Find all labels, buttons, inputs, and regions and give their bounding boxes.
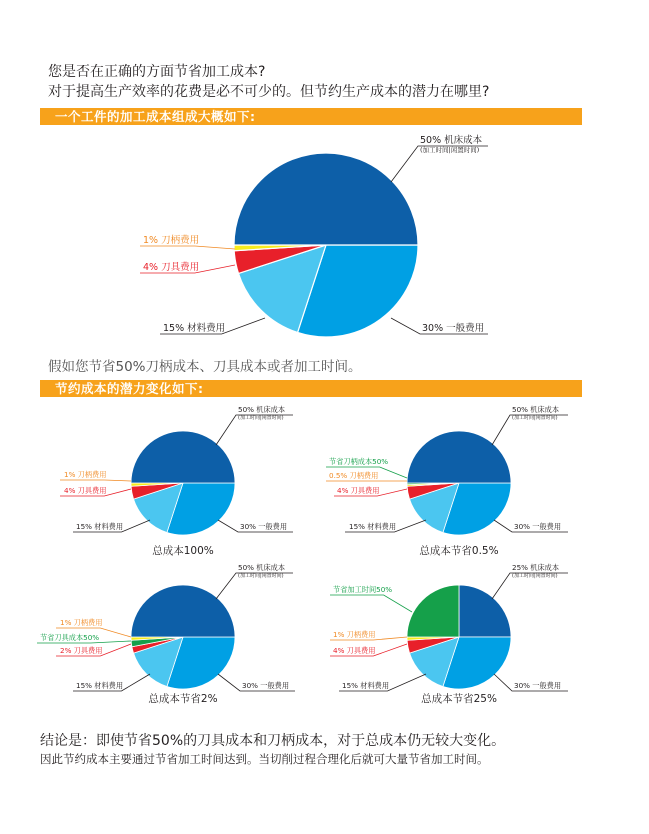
charts-layer xyxy=(37,134,568,705)
leader-line xyxy=(330,595,412,612)
pie-chart-0 xyxy=(140,134,488,337)
section-band-1-title: 一个工件的加工成本组成大概如下: xyxy=(55,109,256,124)
slice-label-machine: 50% 机床成本 xyxy=(512,405,560,414)
pie-caption: 总成本节省0.5% xyxy=(419,545,499,557)
pie-chart-1 xyxy=(60,405,293,557)
slice-label-holder: 1% 刀柄费用 xyxy=(64,470,107,479)
slice-label-tool: 4% 刀具费用 xyxy=(64,486,107,495)
slice-label-material: 15% 材料费用 xyxy=(76,681,124,690)
slice-label-machine: 50% 机床成本 xyxy=(420,135,483,146)
pie-slice-machine xyxy=(131,431,235,483)
slice-sublabel: (加工时间|闲置时间) xyxy=(238,414,284,421)
slice-label-tool: 4% 刀具费用 xyxy=(337,486,380,495)
slice-label-tool: 4% 刀具费用 xyxy=(143,262,200,273)
conclusion-line-2: 因此节约成本主要通过节省加工时间达到。当切削过程合理化后就可大量节省加工时间。 xyxy=(40,752,489,766)
slice-sublabel: (加工时间|闲置时间) xyxy=(512,414,558,421)
slice-label-tool: 2% 刀具费用 xyxy=(60,646,103,655)
slice-label-material: 15% 材料费用 xyxy=(76,522,124,531)
slice-label-holder: 1% 刀柄费用 xyxy=(60,618,103,627)
pie-chart-2 xyxy=(326,405,568,557)
slice-label-general: 30% 一般费用 xyxy=(422,323,485,334)
slice-label-holder: 1% 刀柄费用 xyxy=(143,235,200,246)
section-band-2 xyxy=(40,380,582,397)
slice-label-general: 30% 一般费用 xyxy=(514,522,562,531)
pie-caption: 总成本节省2% xyxy=(148,693,218,705)
slice-label-material: 15% 材料费用 xyxy=(342,681,390,690)
pie-slice-saved xyxy=(407,585,459,637)
intro-line-1: 您是否在正确的方面节省加工成本? xyxy=(48,64,266,80)
pie-slice-machine xyxy=(131,585,235,637)
slice-label-material: 15% 材料费用 xyxy=(163,323,226,334)
slice-label-general: 30% 一般费用 xyxy=(242,681,290,690)
intro-line-2: 对于提高生产效率的花费是必不可少的。但节约生产成本的潜力在哪里? xyxy=(48,84,490,100)
leader-line xyxy=(60,480,131,481)
pie-chart-4 xyxy=(330,563,568,705)
assumption-text: 假如您节省50%刀柄成本、刀具成本或者加工时间。 xyxy=(48,359,362,375)
leader-line xyxy=(140,246,235,249)
slice-label-holder: 0.5% 刀柄费用 xyxy=(329,471,379,480)
section-band-2-title: 节约成本的潜力变化如下: xyxy=(55,381,204,396)
pie-caption: 总成本节省25% xyxy=(421,693,497,705)
slice-label-tool: 4% 刀具费用 xyxy=(333,646,376,655)
slice-label-general: 30% 一般费用 xyxy=(240,522,288,531)
pie-caption: 总成本100% xyxy=(152,545,214,557)
slice-label-general: 30% 一般费用 xyxy=(514,681,562,690)
slice-sublabel: (加工时间|闲置时间) xyxy=(512,572,558,579)
slice-label-saved: 节省刀柄成本50% xyxy=(329,457,389,466)
slice-sublabel: (加工时间|闲置时间) xyxy=(420,146,480,155)
slice-sublabel: (加工时间|闲置时间) xyxy=(238,572,284,579)
pie-slice-machine xyxy=(459,585,511,637)
slice-label-machine: 25% 机床成本 xyxy=(512,563,560,572)
slice-label-machine: 50% 机床成本 xyxy=(238,405,286,414)
pie-slice-machine xyxy=(234,153,418,245)
slice-label-material: 15% 材料费用 xyxy=(349,522,397,531)
slice-label-saved: 节省刀具成本50% xyxy=(40,633,100,642)
slice-label-holder: 1% 刀柄费用 xyxy=(333,630,376,639)
conclusion-line-1: 结论是：即使节省50%的刀具成本和刀柄成本，对于总成本仍无较大变化。 xyxy=(40,733,506,749)
slice-label-saved: 节省加工时间50% xyxy=(333,585,393,594)
slice-label-machine: 50% 机床成本 xyxy=(238,563,286,572)
pie-chart-3 xyxy=(37,563,295,705)
